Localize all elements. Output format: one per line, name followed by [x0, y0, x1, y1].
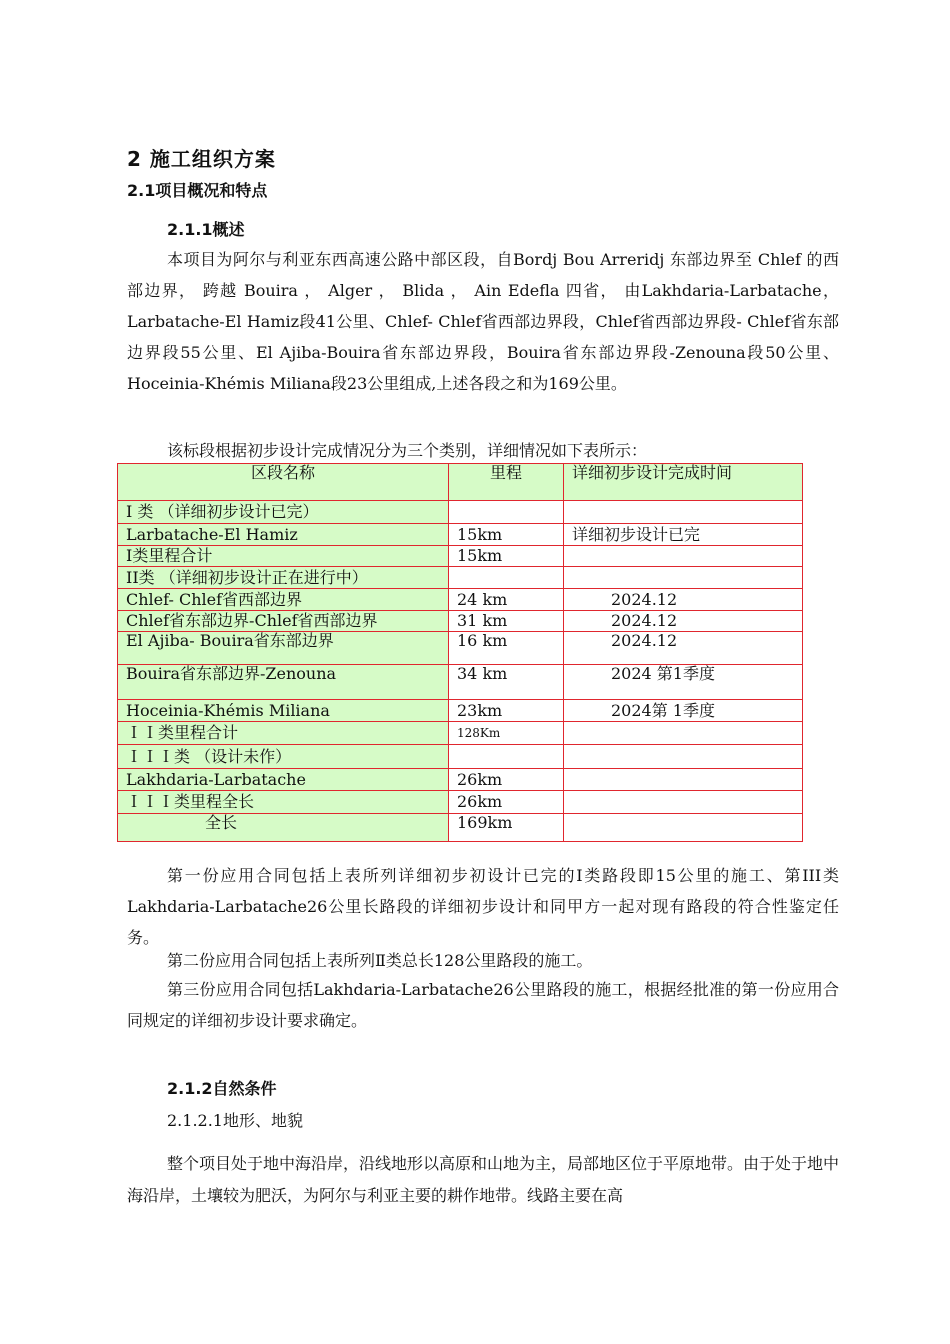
design-time-cell — [564, 501, 803, 524]
table-row — [118, 546, 803, 567]
table-row — [118, 665, 803, 700]
length-cell: 26km — [449, 791, 564, 814]
length-cell: 31 km — [449, 611, 564, 632]
segment-name-cell: Chlef- Chlef省西部边界 — [118, 589, 449, 611]
table-row — [118, 791, 803, 814]
length-cell: 128Km — [449, 722, 564, 745]
length-cell — [449, 501, 564, 524]
segment-name-cell: Larbatache-El Hamiz — [118, 524, 449, 546]
section-heading: 2 施工组织方案 — [127, 147, 276, 171]
table-row — [118, 632, 803, 665]
segment-name-cell: El Ajiba- Bouira省东部边界 — [118, 632, 449, 665]
segment-name-cell: Bouira省东部边界-Zenouna — [118, 665, 449, 700]
table-row — [118, 700, 803, 722]
length-cell: 15km — [449, 546, 564, 567]
length-cell: 16 km — [449, 632, 564, 665]
design-time-cell — [564, 546, 803, 567]
segment-name-cell: ＩＩＩ类里程全长 — [118, 791, 449, 814]
design-time-cell — [564, 814, 803, 842]
length-cell: 34 km — [449, 665, 564, 700]
design-time-cell: 2024 第1季度 — [564, 665, 803, 700]
length-cell — [449, 567, 564, 589]
design-time-cell — [564, 791, 803, 814]
table-row — [118, 722, 803, 745]
overview-paragraph: 本项目为阿尔与利亚东西高速公路中部区段，自Bordj Bou Arreridj 东部边界至 Chlef 的西部边界， 跨越 Bouira ， Alger ， Blida ， Ain Edefla 四省， 由Lakhdaria-Larbatache，Larbatache-El Hamiz段41公里、Chlef- Chlef省西部边界段，Chlef省西部边界段- Chlef省东部边界段55公里、El Ajiba-Bouira省东部边界段，Bouira省东部边界段-Zenouna段50公里、Hoceinia-Khémis Miliana段23公里组成,上述各段之和为169公里。 — [127, 250, 839, 393]
segment-name-cell: ＩＩＩ类 （设计未作） — [118, 745, 449, 769]
design-time-cell: 详细初步设计已完 — [564, 524, 803, 546]
segment-name-cell: Ⅰ 类 （详细初步设计已完） — [118, 501, 449, 524]
contract-three-paragraph: 第三份应用合同包括Lakhdaria-Larbatache26公里路段的施工，根据经批准的第一份应用合同规定的详细初步设计要求确定。 — [127, 980, 839, 1030]
segment-name-cell: Chlef省东部边界-Chlef省西部边界 — [118, 611, 449, 632]
table-row — [118, 611, 803, 632]
header-segment-name: 区段名称 — [118, 464, 449, 501]
table-header-row — [118, 464, 803, 501]
table-row — [118, 524, 803, 546]
design-time-cell: 2024第 1季度 — [564, 700, 803, 722]
table-total-row — [118, 814, 803, 842]
table-intro-paragraph: 该标段根据初步设计完成情况分为三个类别，详细情况如下表所示： — [167, 441, 648, 460]
header-design-time: 详细初步设计完成时间 — [564, 464, 803, 501]
table-row — [118, 501, 803, 524]
design-time-cell: 2024.12 — [564, 589, 803, 611]
table-row — [118, 769, 803, 791]
table-row — [118, 567, 803, 589]
length-cell: 23km — [449, 700, 564, 722]
length-cell: 15km — [449, 524, 564, 546]
length-cell: 26km — [449, 769, 564, 791]
design-time-cell — [564, 745, 803, 769]
design-time-cell: 2024.12 — [564, 611, 803, 632]
segment-name-cell: Hoceinia-Khémis Miliana — [118, 700, 449, 722]
segment-table — [117, 463, 803, 842]
overview-heading: 2.1.1概述 — [167, 220, 245, 239]
segment-name-cell: Lakhdaria-Larbatache — [118, 769, 449, 791]
header-length: 里程 — [449, 464, 564, 501]
table-row — [118, 745, 803, 769]
terrain-heading: 2.1.2.1地形、地貌 — [167, 1111, 303, 1130]
segment-name-cell: Ⅰ类里程合计 — [118, 546, 449, 567]
design-time-cell — [564, 769, 803, 791]
length-cell: 169km — [449, 814, 564, 842]
design-time-cell — [564, 722, 803, 745]
natural-conditions-heading: 2.1.2自然条件 — [167, 1079, 277, 1098]
design-time-cell: 2024.12 — [564, 632, 803, 665]
length-cell — [449, 745, 564, 769]
length-cell: 24 km — [449, 589, 564, 611]
contract-one-paragraph: 第一份应用合同包括上表所列详细初步初设计已完的Ⅰ类路段即15公里的施工、第III类 Lakhdaria-Larbatache26公里长路段的详细初步设计和同甲方一起对现有路段的符合性鉴定任务。 — [127, 866, 839, 947]
contract-two-paragraph: 第二份应用合同包括上表所列Ⅱ类总长128公里路段的施工。 — [167, 951, 593, 970]
design-time-cell — [564, 567, 803, 589]
table-row — [118, 589, 803, 611]
segment-name-cell: 全长 — [118, 814, 449, 842]
subsection-heading: 2.1项目概况和特点 — [127, 181, 268, 200]
terrain-paragraph: 整个项目处于地中海沿岸，沿线地形以高原和山地为主，局部地区位于平原地带。由于处于地中海沿岸，土壤较为肥沃，为阿尔与利亚主要的耕作地带。线路主要在高 — [127, 1154, 840, 1205]
segment-name-cell: II类 （详细初步设计正在进行中） — [118, 567, 449, 589]
segment-name-cell: ＩＩ类里程合计 — [118, 722, 449, 745]
